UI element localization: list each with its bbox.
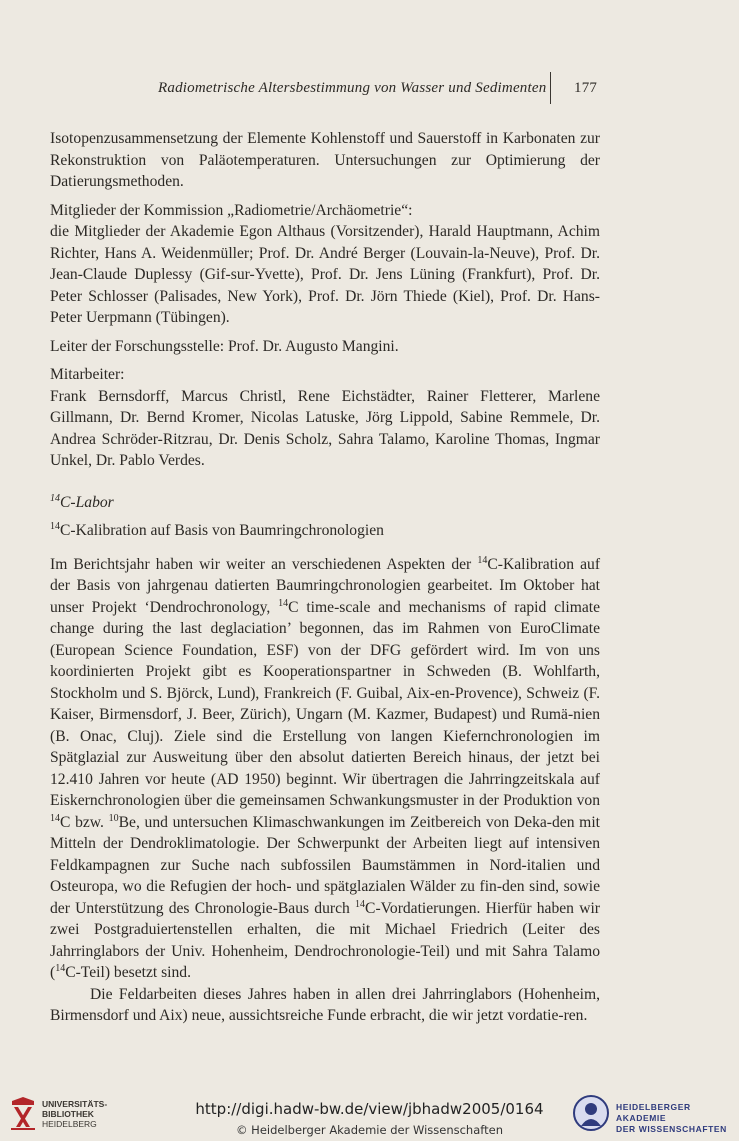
page-body bbox=[50, 128, 600, 1027]
header-divider bbox=[550, 72, 551, 104]
page-number: 177 bbox=[574, 80, 598, 96]
footer bbox=[0, 1090, 739, 1141]
fieldwork-paragraph: Die Feldarbeiten dieses Jahres haben in allen drei Jahrringlabors (Hohenheim, Birmensdorf und Aix) neue, aussichtsreiche Funde erbracht, die wir jetzt vordatie-ren. bbox=[50, 985, 600, 1024]
library-name: UNIVERSITÄTS- BIBLIOTHEK HEIDELBERG bbox=[42, 1099, 108, 1129]
running-title: Radiometrische Altersbestimmung von Wasser und Sedimenten bbox=[158, 80, 547, 96]
leader-line: Leiter der Forschungsstelle: Prof. Dr. Augusto Mangini. bbox=[50, 337, 399, 355]
subsection-heading bbox=[50, 520, 600, 542]
members-paragraph: die Mitglieder der Akademie Egon Althaus (Vorsitzender), Harald Hauptmann, Achim Richter, Hans A. Weidenmüller; Prof. Dr. André Berger (Louvain-la-Neuve), Prof. Dr. Jean-Claude Duplessy (Gif-sur-Yvette), Prof. Dr. Jens Lüning (Frankfurt), Prof. Dr. Peter Schlosser (Palisades, New York), Prof. Dr. Jörn Thiede (Kiel), Prof. Dr. Hans-Peter Uerpmann (Tübingen). bbox=[50, 223, 600, 326]
subsection-title: C-Kalibration auf Basis von Baumringchronologien bbox=[60, 522, 384, 539]
section-heading bbox=[50, 492, 600, 514]
academy-name: HEIDELBERGER AKADEMIE DER WISSENSCHAFTEN bbox=[616, 1102, 727, 1134]
subsection-superscript: 14 bbox=[50, 521, 60, 532]
intro-paragraph: Isotopenzusammensetzung der Elemente Kohlenstoff und Sauerstoff in Karbonaten zur Rekonstruktion von Paläotemperaturen. Untersuchungen zur Optimierung der Datierungsmethoden. bbox=[50, 130, 600, 190]
calibration-paragraph: Im Berichtsjahr haben wir weiter an verschiedenen Aspekten der $^{14}$C-Kalibration auf der Basis von jahrgenau datierten Baumringchronologien gearbeitet. Im Oktober hat unser Projekt ‘Dendrochronology, $^{14}$C time-scale and mechanisms of rapid climate change during the last deglaciation’ begonnen, das im Rahmen von EuroClimate (European Science Foundation, ESF) von der DFG gefördert wird. Im von uns koordinierten Projekt gibt es Kooperationspartner in Schweden (B. Wohlfarth, Stockholm und S. Björck, Lund), Frankreich (F. Guibal, Aix-en-Provence), Schweiz (F. Kaiser, Birmensdorf, J. Beer, Zürich), Ungarn (M. Kazmer, Budapest) und Rumä-nien (B. Onac, Cluj). Ziele sind die Erstellung von langen Kiefernchronologien im Spätglazial zur Ausweitung über den absolut datierten Bereich hinaus, der jetzt bei 12.410 Jahren vor heute (AD 1950) beginnt. Wir übertragen die Jahrringzeitskala auf Eiskernchronologien über die gemeinsamen Schwankungsmuster in der Produktion von $^{14}$C bzw. $^{10}$Be, und untersuchen Klimaschwankungen im Zeitbereich von Deka-den mit Mitteln der Dendroklimatologie. Der Schwerpunkt der Arbeiten liegt auf intensiven Feldkampagnen zur Suche nach subfossilen Baumstämmen in Nord-italien und Osteuropa, wo die Refugien der hoch- und spätglazialen Wälder zu fin-den sind, sowie der Unterstützung des Chronologie-Baus durch $^{14}$C-Vordatierungen. Hierfür haben wir zwei Postgraduiertenstellen erhalten, die mit Michael Friedrich (Leiter des Jahrringlabors der Univ. Hohenheim, Dendrochronologie-Teil) und mit Sahra Talamo ($^{14}$C-Teil) besetzt sind. bbox=[50, 554, 601, 981]
copyright-notice: © Heidelberger Akademie der Wissenschaften bbox=[236, 1123, 503, 1137]
section-superscript: 14 bbox=[50, 492, 60, 504]
source-url-link[interactable]: http://digi.hadw-bw.de/view/jbhadw2005/0164 bbox=[195, 1100, 544, 1118]
members-heading: Mitglieder der Kommission „Radiometrie/Archäometrie“: bbox=[50, 201, 413, 219]
staff-paragraph: Frank Bernsdorff, Marcus Christl, Rene Eichstädter, Rainer Fletterer, Marlene Gillmann, Dr. Bernd Kromer, Nicolas Latuske, Jörg Lippold, Sabine Remmele, Dr. Andrea Schröder-Ritzrau, Dr. Denis Scholz, Sahra Talamo, Karoline Thomas, Ingmar Unkel, Dr. Pablo Verdes. bbox=[50, 387, 600, 469]
staff-heading: Mitarbeiter: bbox=[50, 366, 125, 383]
academy-seal-icon bbox=[572, 1094, 610, 1132]
section-title: C-Labor bbox=[60, 493, 114, 511]
